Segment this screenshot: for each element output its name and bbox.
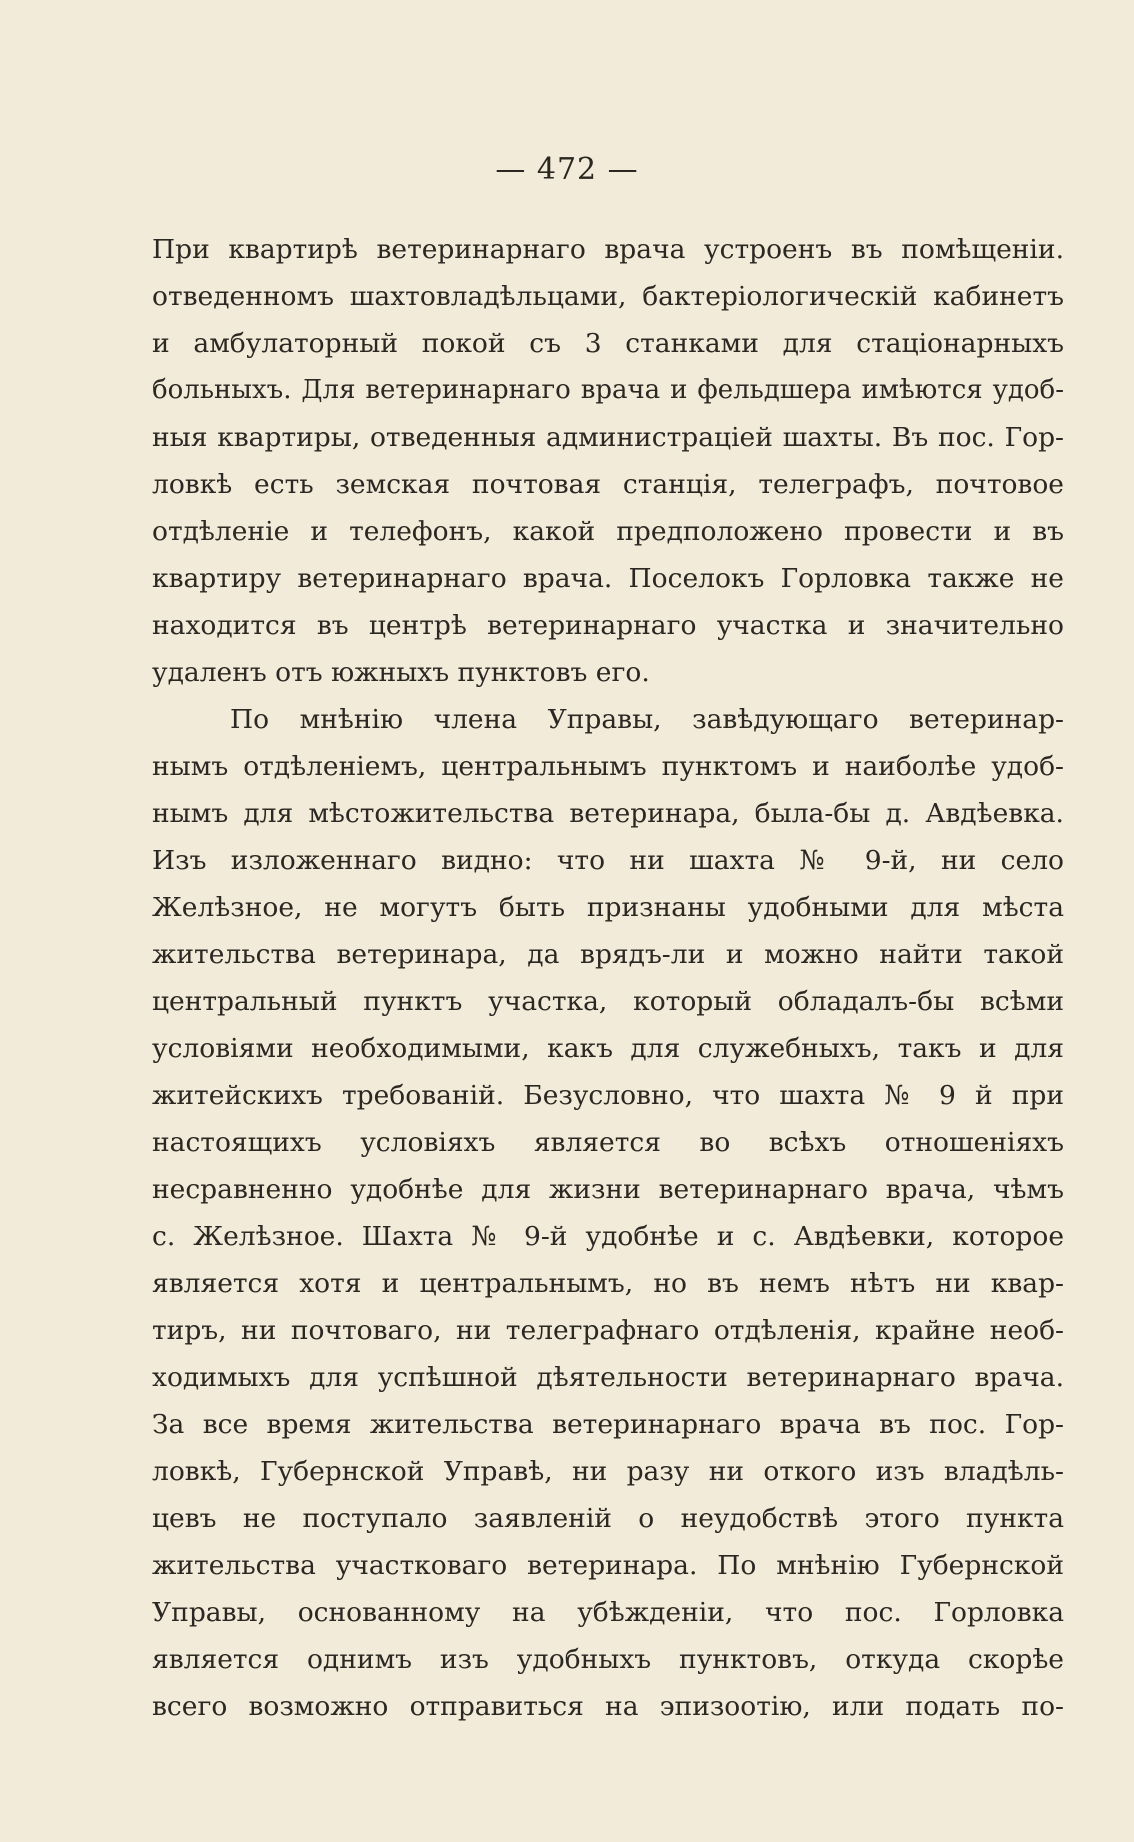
text-line: центральный пунктъ участка, который обладалъ-бы всѣми xyxy=(152,986,1064,1017)
text-line: ныя квартиры, отведенныя администраціей шахты. Въ пос. Гор- xyxy=(152,422,1064,453)
text-line: нымъ для мѣстожительства ветеринара, была-бы д. Авдѣевка. xyxy=(152,798,1064,829)
text-line: несравненно удобнѣе для жизни ветеринарнаго врача, чѣмъ xyxy=(152,1174,1064,1205)
text-line: цевъ не поступало заявленій о неудобствѣ этого пункта xyxy=(152,1503,1064,1534)
paragraph-1 xyxy=(152,226,1064,696)
text-line: отведенномъ шахтовладѣльцами, бактеріологическій кабинетъ xyxy=(152,281,1064,312)
text-line: Желѣзное, не могутъ быть признаны удобными для мѣста xyxy=(152,892,1064,923)
text-line: условіями необходимыми, какъ для служебныхъ, такъ и для xyxy=(152,1033,1064,1064)
text-line: тиръ, ни почтоваго, ни телеграфнаго отдѣленія, крайне необ- xyxy=(152,1315,1064,1346)
text-line: жительства участковаго ветеринара. По мнѣнію Губернской xyxy=(152,1550,1064,1581)
text-line: находится въ центрѣ ветеринарнаго участка и значительно xyxy=(152,610,1064,641)
text-line: настоящихъ условіяхъ является во всѣхъ отношеніяхъ xyxy=(152,1127,1064,1158)
text-line: квартиру ветеринарнаго врача. Поселокъ Горловка также не xyxy=(152,563,1064,594)
text-line: является хотя и центральнымъ, но въ немъ нѣтъ ни квар- xyxy=(152,1268,1064,1299)
text-line: ходимыхъ для успѣшной дѣятельности ветеринарнаго врача. xyxy=(152,1362,1064,1393)
text-line: с. Желѣзное. Шахта № 9-й удобнѣе и с. Авдѣевки, которое xyxy=(152,1221,1064,1252)
text-line: является однимъ изъ удобныхъ пунктовъ, откуда скорѣе xyxy=(152,1644,1064,1675)
text-line: По мнѣнію члена Управы, завѣдующаго ветеринар- xyxy=(230,704,1064,735)
text-line: нымъ отдѣленіемъ, центральнымъ пунктомъ и наиболѣе удоб- xyxy=(152,751,1064,782)
text-line: жительства ветеринара, да врядъ-ли и можно найти такой xyxy=(152,939,1064,970)
text-line: ловкѣ, Губернской Управѣ, ни разу ни откого изъ владѣль- xyxy=(152,1456,1064,1487)
text-line: удаленъ отъ южныхъ пунктовъ его. xyxy=(152,657,650,688)
text-line: ловкѣ есть земская почтовая станція, телеграфъ, почтовое xyxy=(152,469,1064,500)
paragraph-2 xyxy=(152,696,1064,1730)
text-line: и амбулаторный покой съ 3 станками для стаціонарныхъ xyxy=(152,328,1064,359)
body-text xyxy=(152,226,1064,1730)
text-line: За все время жительства ветеринарнаго врача въ пос. Гор- xyxy=(152,1409,1064,1440)
text-line: житейскихъ требованій. Безусловно, что шахта № 9 й при xyxy=(152,1080,1064,1111)
text-line: При квартирѣ ветеринарнаго врача устроенъ въ помѣщеніи. xyxy=(152,234,1064,265)
text-line: отдѣленіе и телефонъ, какой предположено провести и въ xyxy=(152,516,1064,547)
text-line: всего возможно отправиться на эпизоотію, или подать по- xyxy=(152,1691,1064,1722)
text-line: Управы, основанному на убѣжденіи, что пос. Горловка xyxy=(152,1597,1064,1628)
text-line: Изъ изложеннаго видно: что ни шахта № 9-й, ни село xyxy=(152,845,1064,876)
text-line: больныхъ. Для ветеринарнаго врача и фельдшера имѣются удоб- xyxy=(152,375,1064,405)
page-number: — 472 — xyxy=(495,152,639,187)
